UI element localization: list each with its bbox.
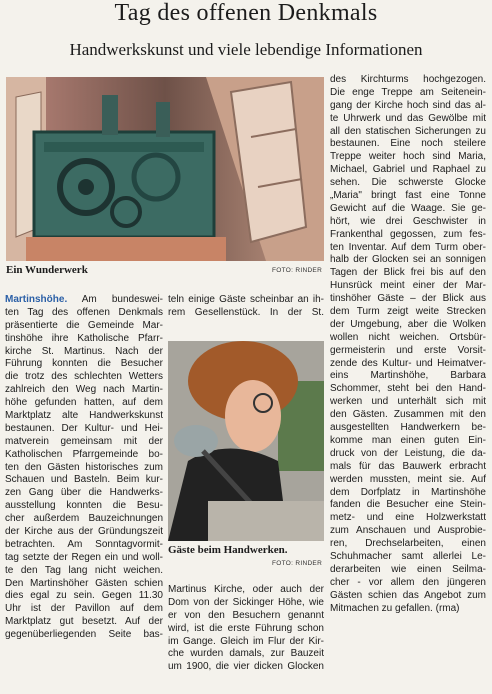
col3-line: wollen nicht weichen. Ortsbür- xyxy=(330,331,486,343)
col3-line: ten Inventar. Auf dem Turm ober- xyxy=(330,241,486,253)
col3-line: werken und unterhält sich mit xyxy=(330,396,486,408)
subheadline: Handwerkskunst und viele lebendige Informationen xyxy=(69,40,423,59)
column-2-top xyxy=(168,294,324,320)
col3-line: metz- und eine Holzwerkstatt xyxy=(330,512,486,524)
col2bottom-line: er von den Besuchern genannt xyxy=(168,609,324,621)
col3-line: druck von der Leistung, die da- xyxy=(330,447,486,459)
col3-line: Hunsrück meint einer der Mar- xyxy=(330,280,486,292)
col3-line: dem Dorfplatz in Martinshöhe xyxy=(330,486,486,498)
clockwork-illustration xyxy=(6,77,324,261)
col2bottom-line: im Gange. Gleich im Flur der Kir- xyxy=(168,635,324,647)
col3-line: gang der Kirche hoch sind das al- xyxy=(330,99,486,111)
col1-line: höhe gefunden hatten, auf dem xyxy=(5,397,163,409)
col1-line: Marktplatz gut besetzt. Auf der xyxy=(5,616,163,628)
col1-line: zahlreich den Weg nach Martin- xyxy=(5,384,163,396)
col1-line: präsentierte die Gemeinde Mar- xyxy=(5,319,163,331)
col3-line: Schommer, steht bei den Hand- xyxy=(330,383,486,395)
col3-line: Michael, Gabriel und Raphael zu xyxy=(330,164,486,176)
col3-line: fanden die Besucher eine Stein- xyxy=(330,499,486,511)
col1-line: Uhr ist der Pavillon auf dem xyxy=(5,603,163,615)
col3-line: halb der Glocken sei an sonnigen xyxy=(330,254,486,266)
col3-line: germeisterin und erste Vorsit- xyxy=(330,344,486,356)
col3-line: tinshöher Gäste – der Blick aus xyxy=(330,293,486,305)
col2top-line: rem Gesellenstück. In der St. xyxy=(168,306,324,318)
col1-line: der Kirche aus der Gründungszeit xyxy=(5,526,163,538)
col1-line: Schauen und Basteln. Beim kur- xyxy=(5,474,163,486)
col3-line: „Maria" bringt fast eine Tonne xyxy=(330,190,486,202)
craftsman-illustration xyxy=(168,341,324,541)
col3-line: zum Anschauen und Ausprobie- xyxy=(330,525,486,537)
col1-line: tag setzte der Regen ein und woll- xyxy=(5,551,163,563)
col3-line: cher - vor allem den jüngeren xyxy=(330,576,486,588)
col1-line: betrachten. Am Sonntagvormit- xyxy=(5,538,163,550)
col1-line: Martinshöhe. Am bundeswei- xyxy=(5,294,163,305)
col1-line: matverein gemeinsam mit der xyxy=(5,435,163,447)
col3-line: eins Martinshöhe, Barbara xyxy=(330,370,486,382)
col1-line: ten Tag des offenen Denkmals xyxy=(5,306,163,318)
col3-line: Schuhmacher samt allerlei Le- xyxy=(330,550,486,562)
col3-line: Gästen schien das Angebot zum xyxy=(330,589,486,601)
col3-line: Frankenthal gegossen, zum fes- xyxy=(330,228,486,240)
col1-line: die trotz des schlechten Wetters xyxy=(5,371,163,383)
col1-line: gegenüberliegenden Seite bas- xyxy=(5,629,163,641)
col1-line: Katholischen Pfarrgemeinde bo- xyxy=(5,448,163,460)
photo2-credit: FOTO: RINDER xyxy=(272,560,323,567)
column-2-bottom xyxy=(168,584,324,674)
col1-line: ausstellung konnten die Besu- xyxy=(5,500,163,512)
col1-line: tinshöhe ihre Katholische Pfarr- xyxy=(5,332,163,344)
col1-line: zen Gang über die Handwerks- xyxy=(5,487,163,499)
col1-line: Führung konnten die Besucher xyxy=(5,358,163,370)
col2bottom-line: Dom von der Sickinger Höhe, wie xyxy=(168,596,324,608)
col3-line: dem Turm zeigt weite Strecken xyxy=(330,306,486,318)
col1-line: te den Tag lang nicht weichen. xyxy=(5,564,163,576)
col3-line: ausgestellten Handwerkern be- xyxy=(330,422,486,434)
col3-line: mals für das Bauwerk erbracht xyxy=(330,460,486,472)
col3-line: Die enge Treppe am Seitenein- xyxy=(330,86,486,98)
col1-line: kirche St. Martinus. Nach der xyxy=(5,345,163,357)
col1-line: dies egal zu sein. Gegen 11.30 xyxy=(5,590,163,602)
col3-line: ren, Drechselarbeiten, einen xyxy=(330,538,486,550)
col2bottom-line: Martinus Kirche, oder auch der xyxy=(168,584,324,595)
photo2-caption: Gäste beim Handwerken. xyxy=(168,544,288,556)
col3-line: komme man einen guten Ein- xyxy=(330,434,486,446)
col3-line: sehen. Die schwerste Glocke xyxy=(330,177,486,189)
col1-line: cher außerdem Bauzeichnungen xyxy=(5,513,163,525)
col3-line: Tagen der Blick frei bis auf den xyxy=(330,267,486,279)
column-1 xyxy=(5,294,163,642)
col2top-line: teln einige Gäste scheinbar an ih- xyxy=(168,294,324,305)
col2bottom-line: che wurden damals, zur Bauzeit xyxy=(168,648,324,660)
col3-line: der Umgebung, aber die Wolken xyxy=(330,318,486,330)
col1-line: bestaunen. Der Kultur- und Hei- xyxy=(5,422,163,434)
col3-line: zende des Kultur- und Heimatver- xyxy=(330,357,486,369)
col3-line: des Kirchturms hochgezogen. xyxy=(330,74,486,85)
col3-line: Mitmachen zu gefallen. (rma) xyxy=(330,602,460,614)
dateline: Martinshöhe. xyxy=(5,294,68,305)
craftsman-photo xyxy=(168,341,324,541)
col1-line: Marktplatz alte Handwerkskunst xyxy=(5,410,163,422)
col2bottom-line: um 1900, die vier dicken Glocken xyxy=(168,661,324,673)
col3-line: hört, wie drei Geschwister in xyxy=(330,215,486,227)
col1-line: ten den Gästen historisches zum xyxy=(5,461,163,473)
col3-line: werden mussten, meint sie. Auf xyxy=(330,473,486,485)
photo1-caption: Ein Wunderwerk xyxy=(6,264,88,276)
clockwork-photo xyxy=(6,77,324,261)
headline: Tag des offenen Denkmals xyxy=(114,0,378,26)
col3-line: Treppe weiter hoch sind Maria, xyxy=(330,151,486,163)
col3-line: den Gästen. Zusammen mit den xyxy=(330,409,486,421)
col3-line: all den statischen Sicherungen zu xyxy=(330,125,486,137)
col3-line: Gewicht auf die Waage. Sie ge- xyxy=(330,202,486,214)
col1-line: Den Martinshöher Gästen schien xyxy=(5,577,163,589)
col3-line: te Uhrwerk und das Gewölbe mit xyxy=(330,112,486,124)
column-3 xyxy=(330,74,486,615)
photo1-credit: FOTO: RINDER xyxy=(272,267,323,274)
col2bottom-line: wird, ist die erste Führung schon xyxy=(168,622,324,634)
col3-line: derarbeiten wie einen Seilma- xyxy=(330,563,486,575)
col3-line: bestaunen. Eine noch steilere xyxy=(330,138,486,150)
